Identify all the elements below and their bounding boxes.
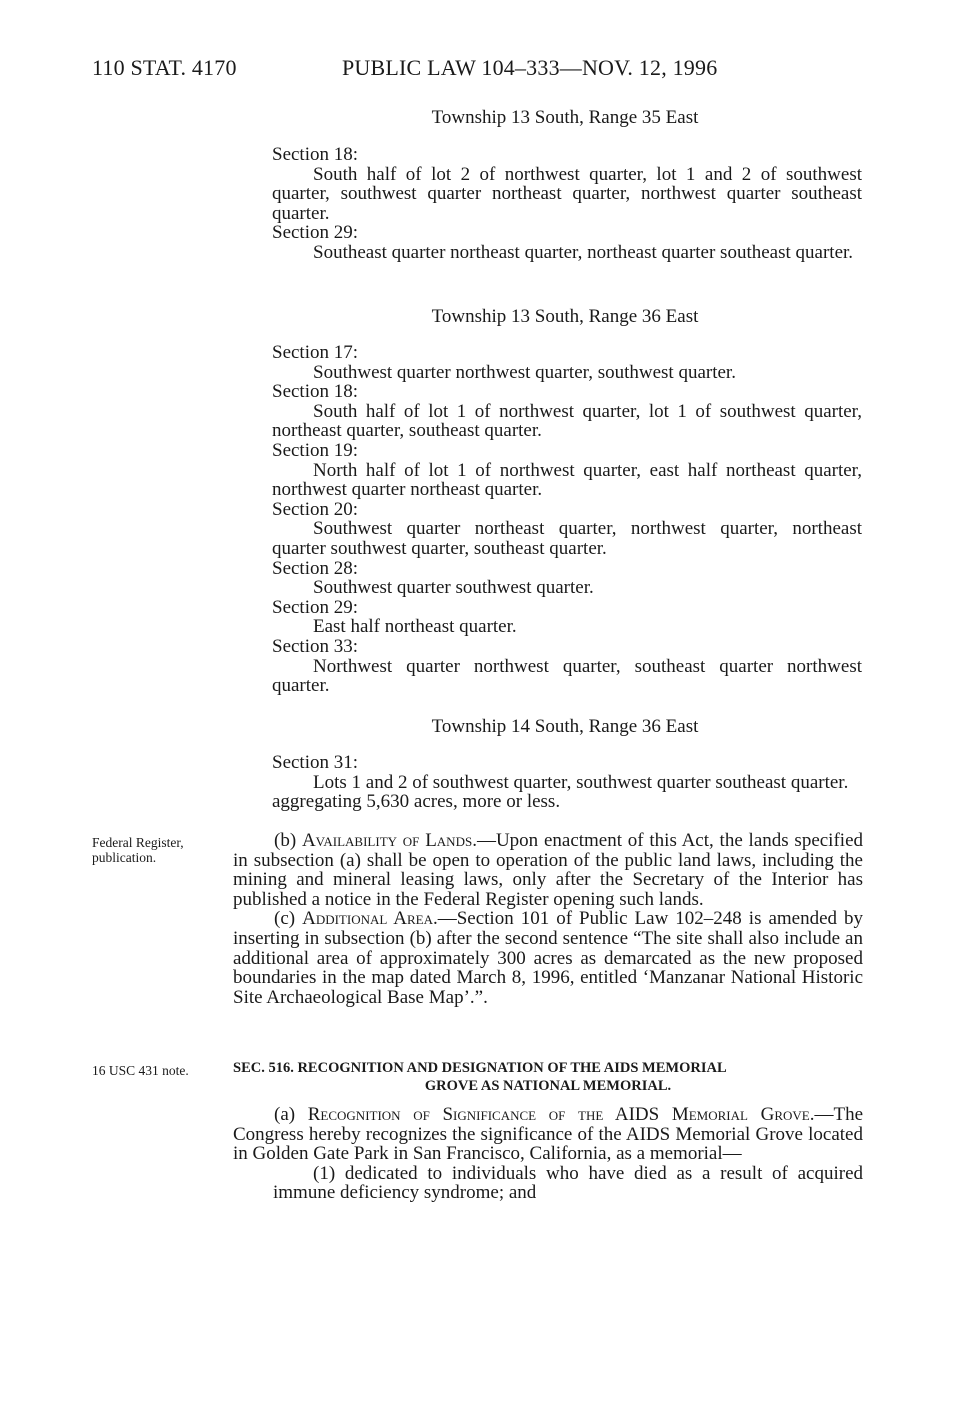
section-label: Section 17: xyxy=(272,342,359,363)
running-header: PUBLIC LAW 104–333—NOV. 12, 1996 xyxy=(342,55,718,80)
township-13s-36e-sections xyxy=(272,343,862,696)
section-label: Section 29: xyxy=(272,596,359,618)
section-heading-line: GROVE AS NATIONAL MEMORIAL. xyxy=(424,1078,672,1094)
section-label: Section 31: xyxy=(272,752,359,773)
margin-note-federal-register: Federal Register, publication. xyxy=(92,835,184,865)
section-description: South half of lot 2 of northwest quarter, lot 1 and 2 of southwest quarter, southwest quarter northeast quarter, northwest quarter southeast quarter. xyxy=(272,163,862,224)
subsection-label: (a) xyxy=(274,1104,296,1125)
subsection-text: —Section 101 of Public Law 102–248 is amended by inserting in subsection (b) after the second sentence “The site shall also include an additional area of approximately 300 acres as demarcated as the new proposed boundaries in the map dated March 8, 1996, entitled ‘Manzanar National Historic Site Archaeological Base Map’.”. xyxy=(233,908,864,1008)
section-description: East half northeast quarter. xyxy=(313,616,517,638)
section-heading-line: SEC. 516. RECOGNITION AND DESIGNATION OF THE AIDS MEMORIAL xyxy=(233,1060,727,1076)
section-description: Southwest quarter northwest quarter, southwest quarter. xyxy=(313,361,736,383)
paragraph-item-1: (1) dedicated to individuals who have died as a result of acquired immune deficiency syndrome; and xyxy=(273,1162,863,1204)
section-description: Southwest quarter southwest quarter. xyxy=(313,577,594,599)
section-label: Section 18: xyxy=(272,381,359,403)
section-label: Section 20: xyxy=(272,498,359,520)
section-description: Southeast quarter northeast quarter, northeast quarter southeast quarter. xyxy=(313,241,854,263)
township-heading: Township 14 South, Range 36 East xyxy=(431,716,699,737)
page-stat-number: 110 STAT. 4170 xyxy=(92,55,237,80)
subsection-label: (c) xyxy=(274,908,296,930)
subsection-heading: Additional Area. xyxy=(302,908,438,930)
section-description: South half of lot 1 of northwest quarter, lot 1 of southwest quarter, northeast quarter, southeast quarter. xyxy=(272,400,862,442)
township-heading: Township 13 South, Range 35 East xyxy=(431,107,699,128)
subsections-b-c xyxy=(233,831,863,1007)
section-description: Northwest quarter northwest quarter, southeast quarter northwest quarter. xyxy=(272,655,862,697)
subsection-c xyxy=(233,909,863,1007)
subsection-a xyxy=(233,1105,863,1164)
subsection-label: (b) xyxy=(274,830,297,851)
subsection-b xyxy=(233,831,863,909)
subsection-text: —Upon enactment of this Act, the lands specified in subsection (a) shall be open to operation of the public land laws, including the mining and mineral leasing laws, only after the Secretary of the Interior has published a notice in the Federal Register opening such lands. xyxy=(233,830,863,910)
aggregate-acreage: aggregating 5,630 acres, more or less. xyxy=(272,791,561,813)
section-label: Section 28: xyxy=(272,557,359,579)
subsection-heading: Recognition of Significance of the AIDS Memorial Grove. xyxy=(307,1104,815,1125)
margin-note-usc: 16 USC 431 note. xyxy=(92,1063,189,1078)
township-13s-35e-sections xyxy=(272,145,862,263)
section-description: Southwest quarter northeast quarter, northwest quarter, northeast quarter southwest quarter, southeast quarter. xyxy=(272,518,862,559)
subsection-heading: Availability of Lands. xyxy=(301,830,477,851)
section-label: Section 29: xyxy=(272,222,359,244)
section-label: Section 33: xyxy=(272,635,359,657)
section-label: Section 19: xyxy=(272,439,359,461)
section-description: Lots 1 and 2 of southwest quarter, southwest quarter southeast quarter. xyxy=(313,771,849,793)
section-516-heading xyxy=(233,1059,863,1095)
township-14s-36e-sections xyxy=(272,753,862,812)
township-heading: Township 13 South, Range 36 East xyxy=(431,306,699,327)
section-label: Section 18: xyxy=(272,144,359,165)
section-description: North half of lot 1 of northwest quarter, east half northeast quarter, northwest quarter northeast quarter. xyxy=(272,459,862,501)
section-516-body xyxy=(233,1105,863,1203)
subsection-text: —The Congress hereby recognizes the significance of the AIDS Memorial Grove located in Golden Gate Park in San Francisco, California, as a memorial— xyxy=(233,1104,864,1165)
